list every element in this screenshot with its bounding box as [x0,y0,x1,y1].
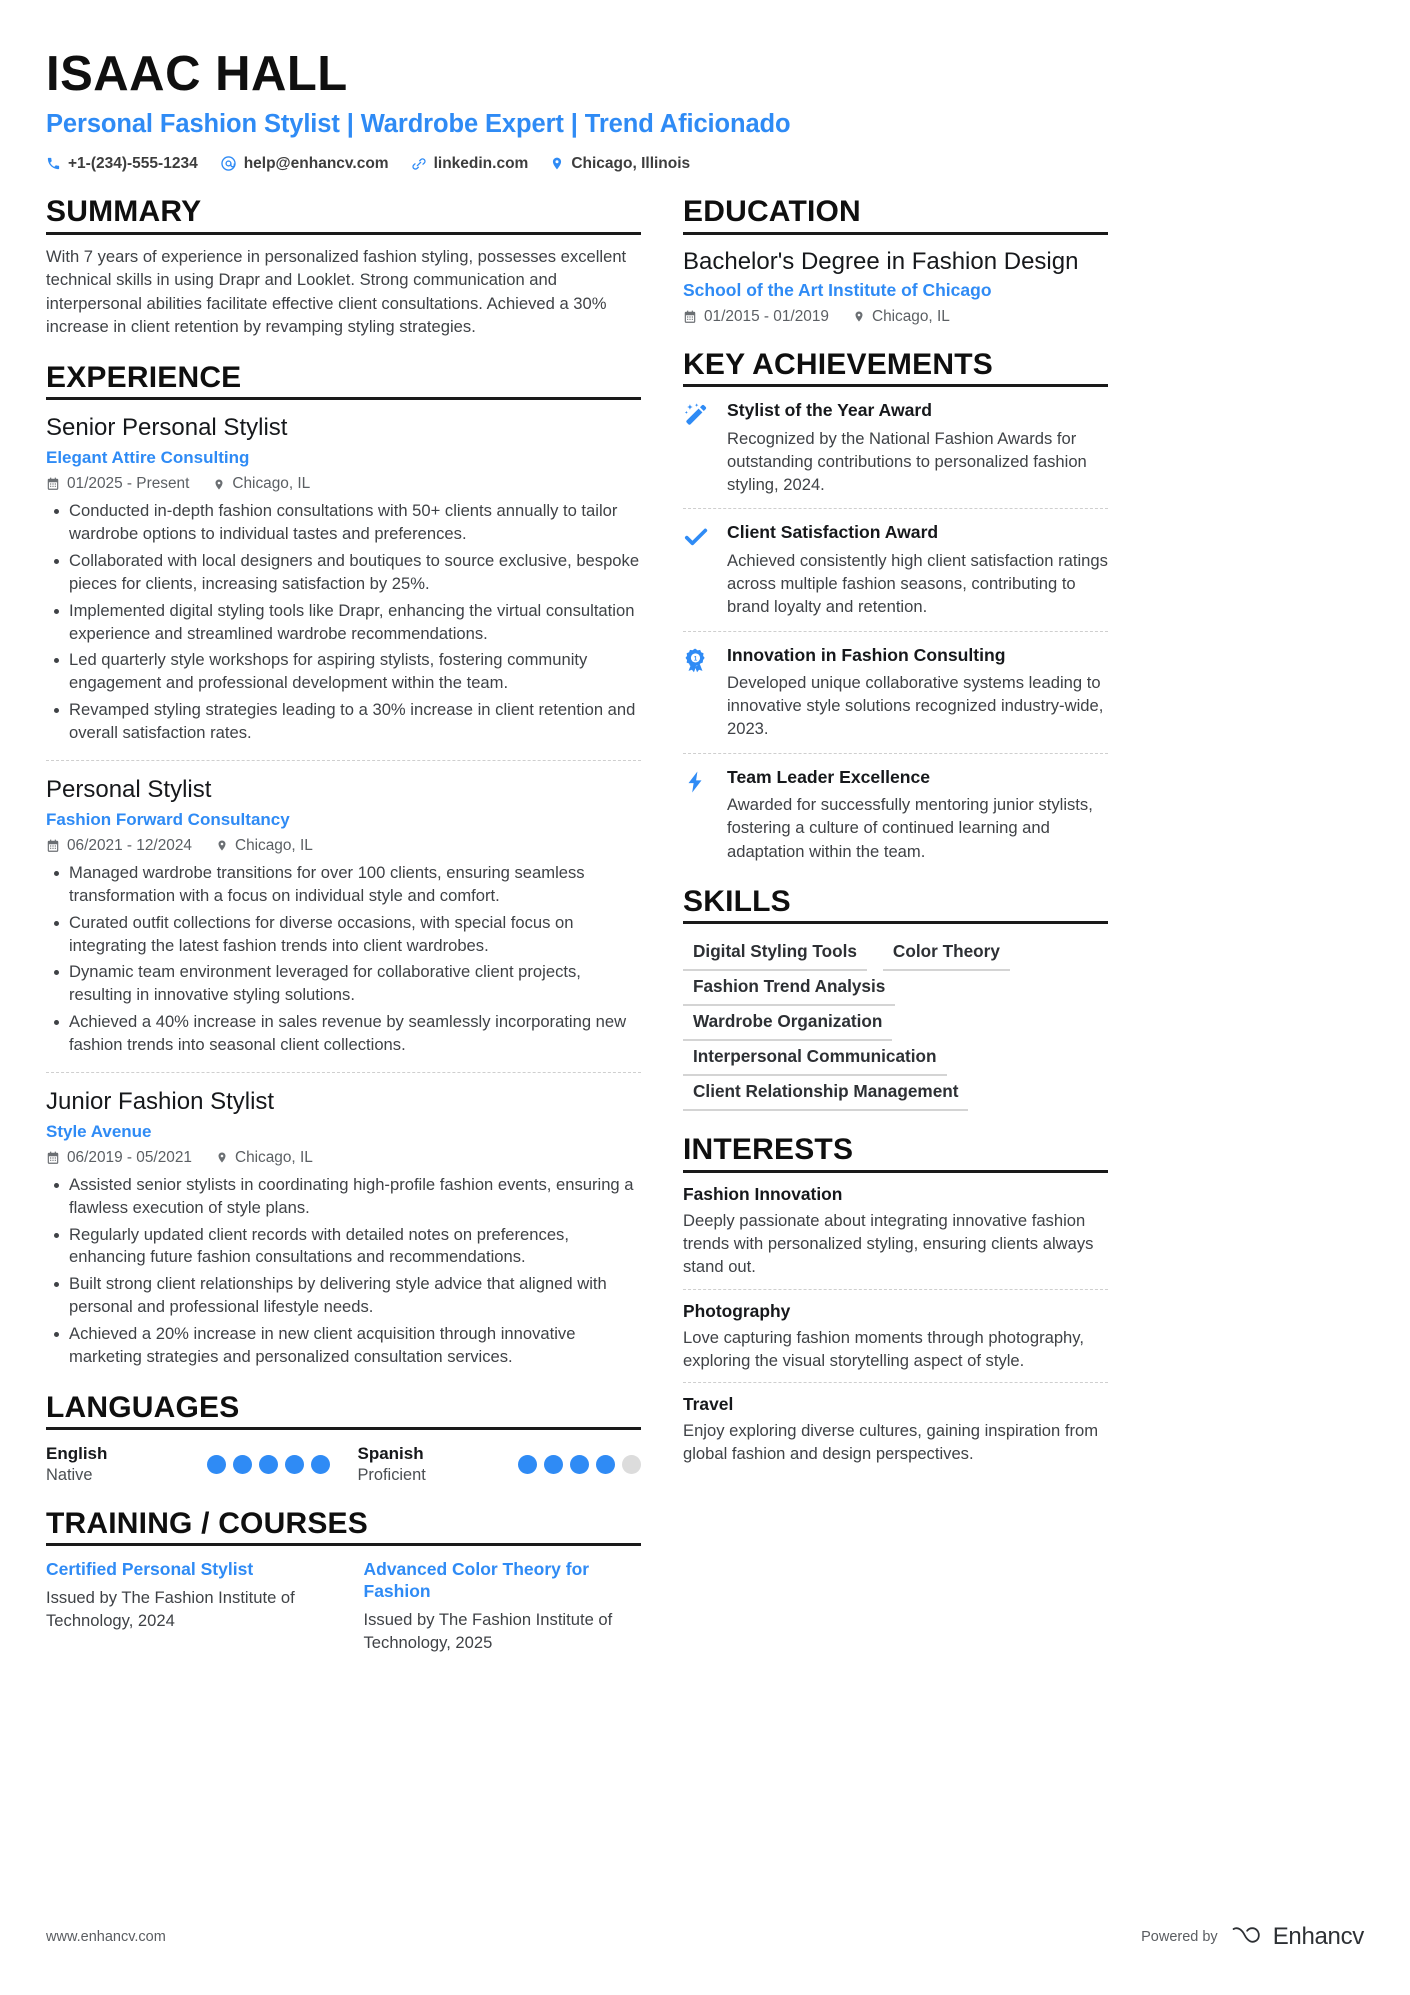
job-company: Fashion Forward Consultancy [46,809,290,829]
rating-dot-empty [622,1455,641,1474]
interest-item [683,1382,1108,1465]
contact-row [46,155,1364,173]
award-ribbon-icon [683,645,713,741]
language-level: Proficient [357,1465,426,1484]
job-meta [46,837,641,855]
summary-text: With 7 years of experience in personalized fashion styling, possesses excellent technical skills in using Drapr and Looklet. Strong communication and interpersonal abilities facilitate effective client consultations. Achieved a 30% increase in client retention by revamping styling strategies. [46,246,627,337]
achievement-item [683,631,1108,741]
job-location-text: Chicago, IL [234,1148,313,1166]
achievement-title: Team Leader Excellence [727,766,931,787]
footer-brand-area [1141,1923,1364,1951]
job-dates-text: 06/2021 - 12/2024 [67,836,192,854]
calendar-icon [46,477,60,491]
job-company: Style Avenue [46,1121,152,1141]
skill-tag[interactable] [683,1041,947,1076]
languages-grid [46,1443,641,1484]
achievement-item [683,508,1108,618]
language-rating [518,1455,641,1474]
rating-dot [259,1455,278,1474]
interest-item [683,1173,1108,1279]
page-title: ISAAC HALL [46,47,348,101]
skill-tag[interactable] [683,971,895,1006]
section-interests [683,1133,1108,1465]
section-training [46,1507,641,1655]
achievement-desc: Awarded for successfully mentoring junior stylists, fostering a culture of continued learning and adaptation within the team. [727,795,1093,861]
language-item [358,1443,642,1484]
contact-email[interactable] [220,155,389,173]
rating-dot [518,1455,537,1474]
job-location-text: Chicago, IL [234,836,313,854]
job-bullet: Revamped styling strategies leading to a 30% increase in client retention and overall satisfaction rates. [46,699,641,745]
section-summary [46,195,641,339]
enhancv-mark-icon [1231,1924,1265,1951]
divider [46,1427,641,1430]
job-bullet: Achieved a 40% increase in sales revenue by seamlessly incorporating new fashion trends into seasonal client collections. [46,1011,641,1057]
interest-title: Travel [683,1394,734,1415]
job-dates [46,1149,192,1167]
experience-entry [46,400,641,745]
contact-email-text: help@enhancv.com [243,154,389,172]
experience-entry [46,760,641,1057]
job-bullet: Built strong client relationships by delivering style advice that aligned with personal and professional lifestyle needs. [46,1273,641,1319]
education-school: School of the Art Institute of Chicago [683,279,992,300]
training-item [364,1559,642,1654]
achievement-item [683,753,1108,863]
job-bullet: Curated outfit collections for diverse occasions, with special focus on integrating the latest fashion trends into client wardrobes. [46,912,641,958]
job-dates [46,475,189,493]
job-bullet: Achieved a 20% increase in new client acquisition through innovative marketing strategies and personalized consultation services. [46,1323,641,1369]
skills-list [683,936,1108,1111]
job-dates-text: 01/2025 - Present [67,475,190,493]
link-icon [411,156,427,172]
achievement-desc: Developed unique collaborative systems leading to innovative style solutions recognized industry-wide, 2023. [727,673,1104,739]
job-bullets [46,1174,641,1369]
language-level: Native [46,1465,93,1484]
phone-icon [46,156,61,171]
skills-heading: SKILLS [683,884,791,918]
location-icon [853,309,865,324]
interest-desc: Love capturing fashion moments through photography, exploring the visual storytelling aspect of style. [683,1327,1084,1370]
job-bullet: Collaborated with local designers and boutiques to source exclusive, bespoke pieces for clients, increasing satisfaction by 25%. [46,550,641,596]
footer-powered-by: Powered by [1141,1929,1218,1945]
experience-entry [46,1072,641,1369]
training-grid [46,1559,641,1654]
rating-dot [311,1455,330,1474]
skill-label: Client Relationship Management [693,1081,959,1102]
training-subtitle: Issued by The Fashion Institute of Technology, 2024 [46,1588,295,1631]
education-dates-text: 01/2015 - 01/2019 [704,307,829,325]
achievement-item [683,387,1108,496]
job-bullet: Led quarterly style workshops for aspiring stylists, fostering community engagement and professional development within the team. [46,649,641,695]
job-title: Senior Personal Stylist [46,414,288,442]
language-rating [207,1455,330,1474]
education-degree: Bachelor's Degree in Fashion Design [683,247,1079,275]
contact-phone-text: +1-(234)-555-1234 [68,154,198,172]
job-location [213,475,310,493]
language-name: English [46,1444,108,1464]
job-bullet: Implemented digital styling tools like Drapr, enhancing the virtual consultation experience and streamlined wardrobe recommendations. [46,600,641,646]
email-icon [220,155,237,172]
contact-linkedin-text: linkedin.com [433,154,529,172]
skill-tag[interactable] [883,936,1010,971]
enhancv-logo [1231,1923,1364,1951]
calendar-icon [46,839,60,853]
contact-location-text: Chicago, Illinois [571,154,691,172]
contact-location [550,155,690,173]
experience-heading: EXPERIENCE [46,360,242,394]
headline: Personal Fashion Stylist | Wardrobe Expert | Trend Aficionado [46,109,791,138]
skill-label: Color Theory [892,941,1000,962]
job-bullet: Assisted senior stylists in coordinating high-profile fashion events, ensuring a flawless execution of style plans. [46,1174,641,1220]
calendar-icon [46,1151,60,1165]
job-title: Personal Stylist [46,776,212,804]
training-item [46,1559,324,1654]
rating-dot [285,1455,304,1474]
section-languages [46,1391,641,1485]
rating-dot [570,1455,589,1474]
education-location-text: Chicago, IL [871,307,950,325]
resume-header [46,48,1364,173]
languages-heading: LANGUAGES [46,1390,240,1424]
training-heading: TRAINING / COURSES [46,1506,368,1540]
skill-tag[interactable] [683,1006,892,1041]
job-location-text: Chicago, IL [232,475,311,493]
rating-dot [544,1455,563,1474]
achievements-heading: KEY ACHIEVEMENTS [683,347,993,381]
left-column [46,195,641,1655]
interest-title: Photography [683,1300,791,1321]
education-dates [683,308,829,326]
magic-wand-icon [683,400,713,496]
job-location [216,1149,313,1167]
job-location [216,837,313,855]
divider [683,921,1108,924]
job-bullet: Dynamic team environment leveraged for collaborative client projects, resulting in innovative styling solutions. [46,961,641,1007]
location-icon [216,838,228,853]
skill-label: Digital Styling Tools [693,941,857,962]
section-experience [46,361,641,1369]
calendar-icon [683,310,697,324]
education-location [853,308,950,326]
job-meta [46,1149,641,1167]
rating-dot [207,1455,226,1474]
section-skills [683,885,1108,1112]
interest-desc: Enjoy exploring diverse cultures, gaining inspiration from global fashion and design perspectives. [683,1421,1099,1464]
skill-label: Interpersonal Communication [693,1046,937,1067]
job-title: Junior Fashion Stylist [46,1087,275,1115]
education-meta [683,308,1108,326]
right-column [683,195,1108,1466]
summary-heading: SUMMARY [46,194,202,228]
job-bullet: Managed wardrobe transitions for over 100 clients, ensuring seamless transformation with a focus on individual style and comfort. [46,862,641,908]
interest-desc: Deeply passionate about integrating innovative fashion trends with personalized styling, ensuring clients always stand out. [683,1210,1094,1277]
job-bullets [46,862,641,1057]
divider [683,232,1108,235]
job-bullet: Conducted in-depth fashion consultations with 50+ clients annually to tailor wardrobe options to individual tastes and preferences. [46,500,641,546]
job-company: Elegant Attire Consulting [46,448,250,468]
achievement-desc: Achieved consistently high client satisfaction ratings across multiple fashion seasons, contributing to brand loyalty and retention. [727,550,1108,617]
section-achievements [683,348,1108,863]
skill-label: Wardrobe Organization [693,1011,883,1032]
achievement-desc: Recognized by the National Fashion Awards for outstanding contributions to personalized fashion styling, 2024. [727,428,1087,495]
skill-tag[interactable] [683,936,867,971]
divider [46,232,641,235]
achievement-title: Innovation in Fashion Consulting [727,644,1006,665]
job-dates-text: 06/2019 - 05/2021 [67,1148,192,1166]
contact-linkedin[interactable] [411,155,529,173]
contact-phone[interactable] [46,155,198,173]
job-bullet: Regularly updated client records with detailed notes on preferences, enhancing future fashion consultations and recommendations. [46,1224,641,1270]
checkmark-icon [683,522,713,618]
lightning-bolt-icon [683,767,713,863]
skill-label: Fashion Trend Analysis [693,976,886,997]
page-footer [46,1923,1364,1951]
section-education [683,195,1108,326]
footer-url[interactable]: www.enhancv.com [46,1929,166,1945]
education-heading: EDUCATION [683,194,861,228]
location-icon [550,155,564,172]
skill-tag[interactable] [683,1076,968,1111]
location-icon [213,477,225,492]
rating-dot [596,1455,615,1474]
job-meta [46,475,641,493]
language-item [46,1443,330,1484]
location-icon [216,1150,228,1165]
training-title: Certified Personal Stylist [46,1559,254,1580]
achievement-title: Stylist of the Year Award [727,400,933,421]
language-name: Spanish [357,1444,424,1464]
rating-dot [233,1455,252,1474]
interest-title: Fashion Innovation [683,1183,843,1204]
job-dates [46,837,192,855]
job-bullets [46,500,641,745]
training-title: Advanced Color Theory for Fashion [363,1559,590,1602]
achievement-title: Client Satisfaction Award [727,522,939,543]
enhancv-wordmark: Enhancv [1272,1923,1364,1950]
svg-text:1: 1 [693,654,698,662]
training-subtitle: Issued by The Fashion Institute of Technology, 2025 [363,1610,613,1653]
interests-heading: INTERESTS [683,1133,854,1167]
resume-body [46,195,1364,1655]
divider [46,1543,641,1546]
interest-item [683,1289,1108,1372]
